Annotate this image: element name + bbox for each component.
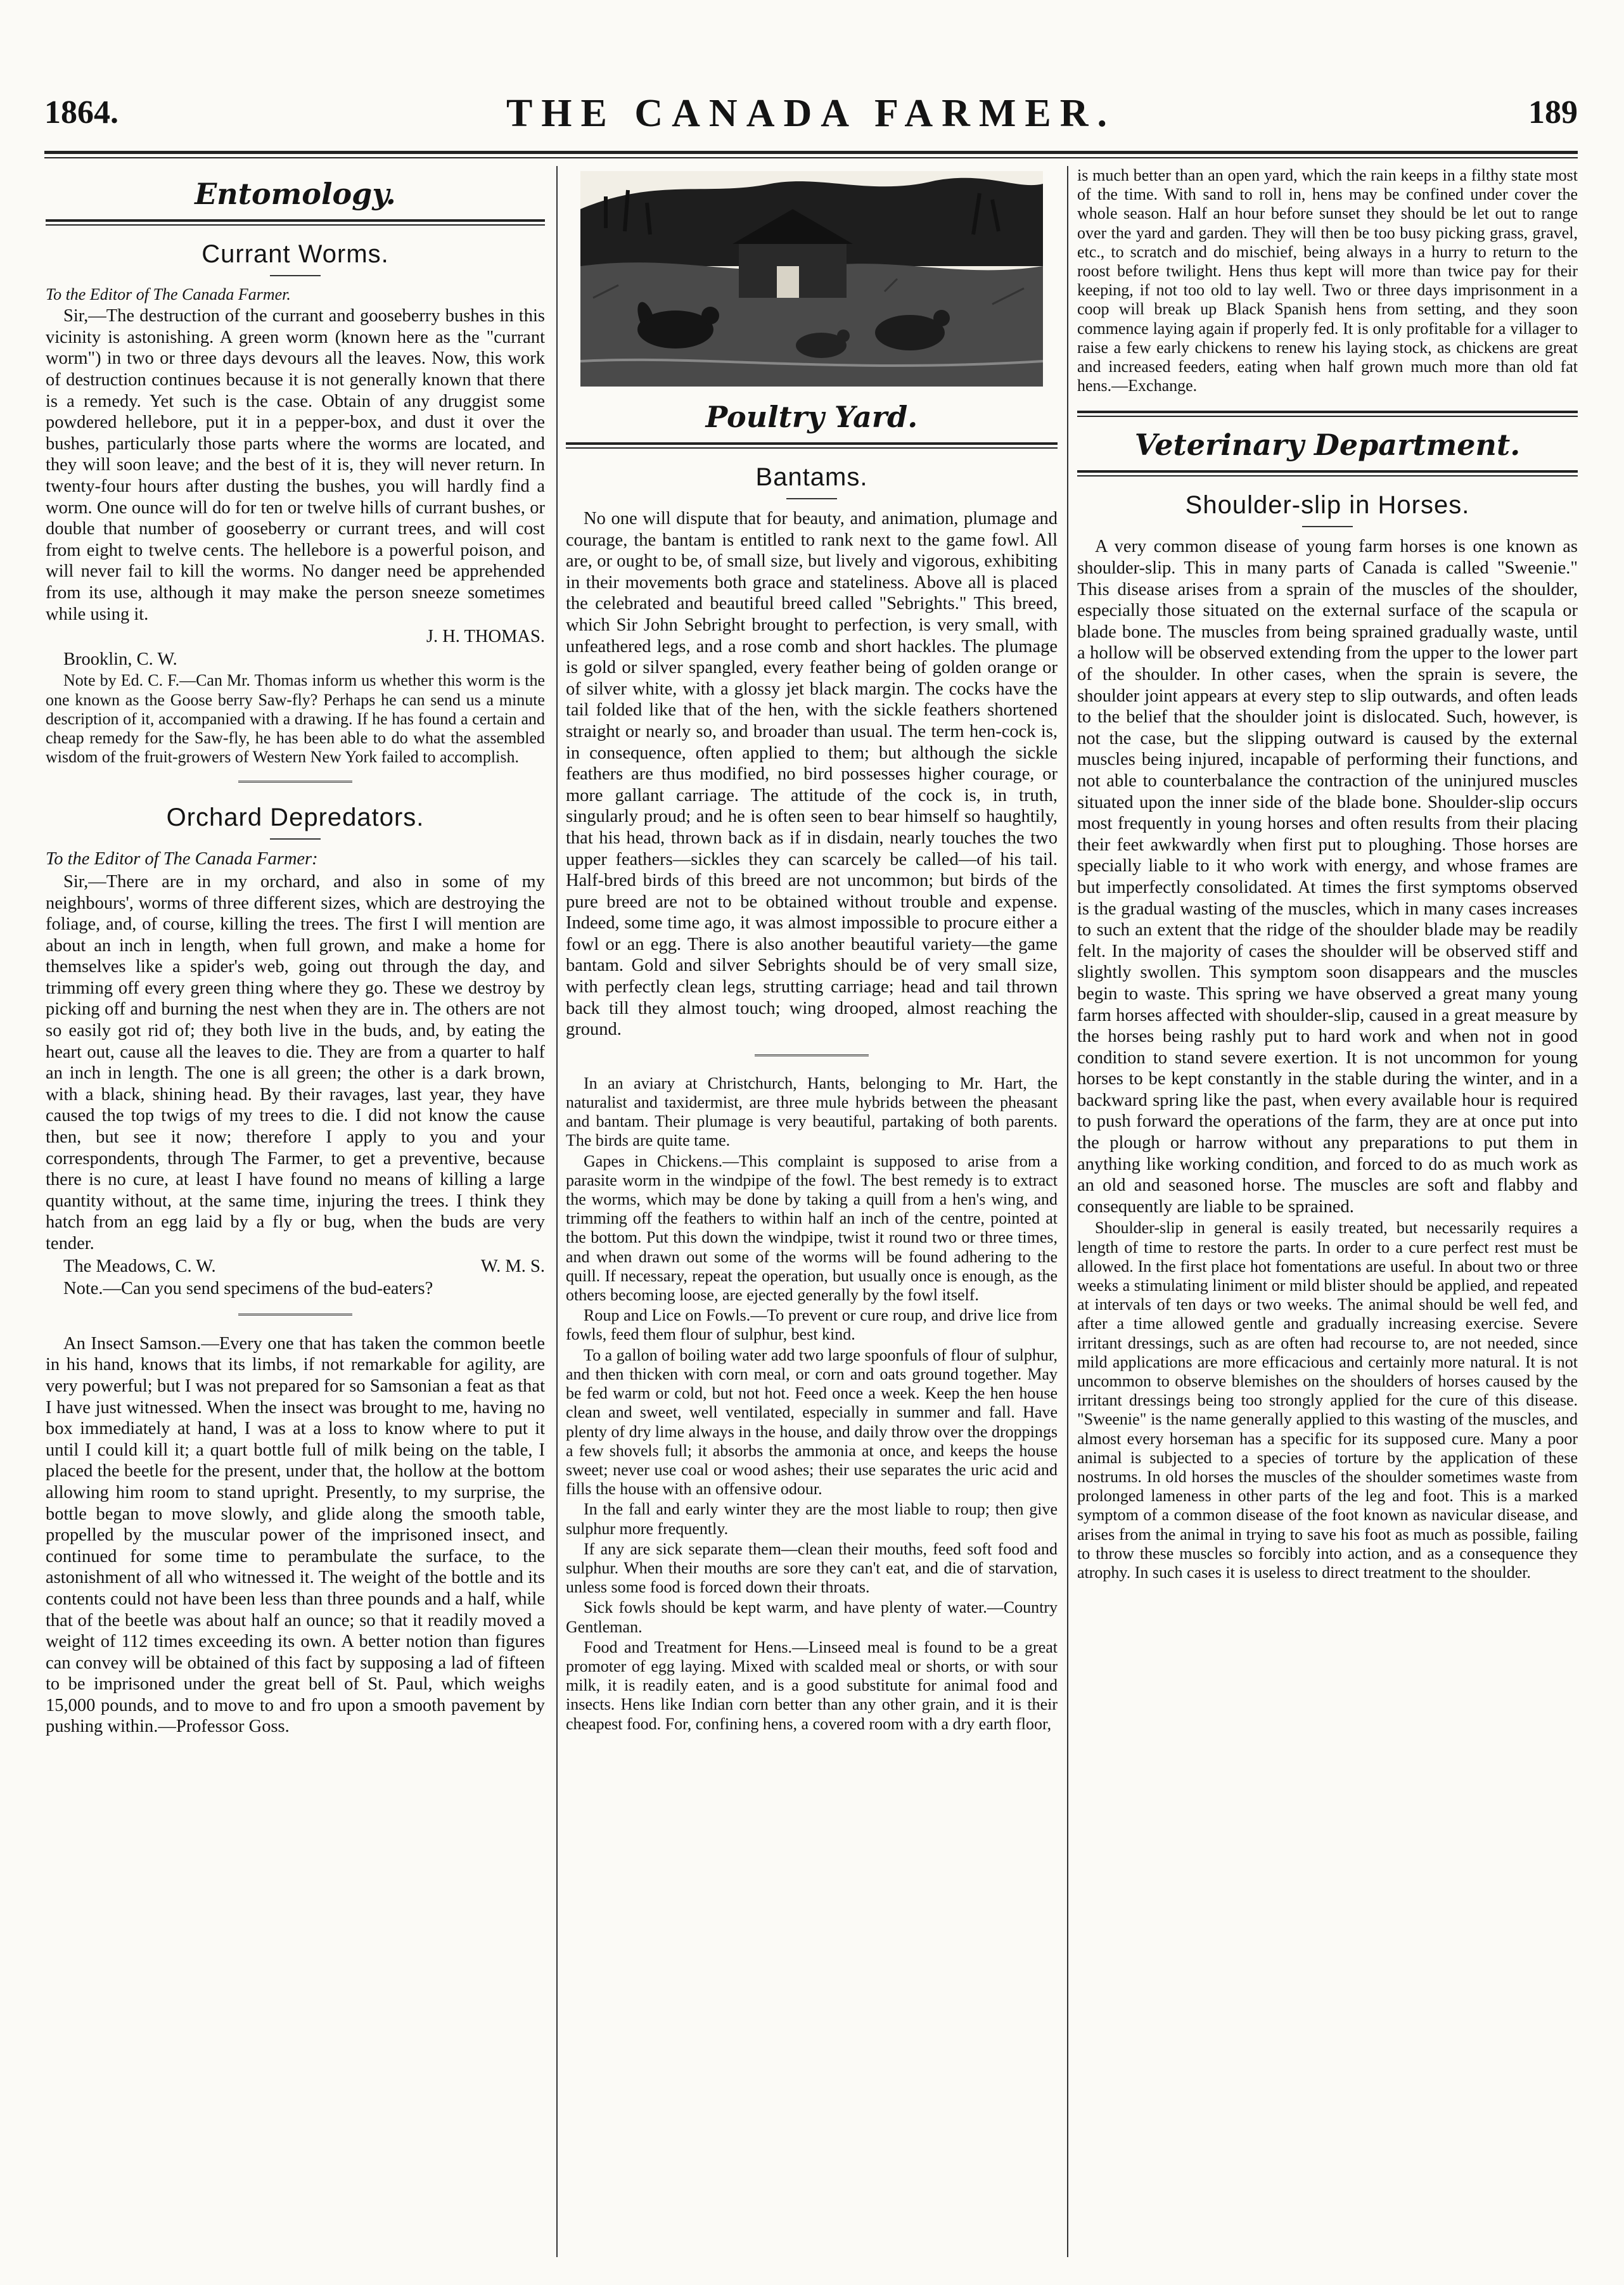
newspaper-title: THE CANADA FARMER. (506, 92, 1116, 135)
letter-place: The Meadows, C. W. (63, 1256, 216, 1276)
article-paragraph: In the fall and early winter they are the most liable to roup; then give sulphur more frequently. (566, 1500, 1058, 1538)
letter-signature: J. H. THOMAS. (426, 627, 545, 647)
article-paragraph: No one will dispute that for beauty, and animation, plumage and courage, the bantam is entitled to rank next to the game fowl. All are, or ought to be, of small size, but lively and vigorous, exhibiting in their movements both grace and stateliness. Above all is placed the celebrated and beautiful breed called "Sebrights." This breed, which Sir John Sebright brought to perfection, is very small, with unfeathered legs, and a rose comb and short hackles. The plumage is gold or silver spangled, every feather being of golden orange or of silver white, with a glossy jet black margin. The cocks have the tail folded like that of the hen, with the sickle feathers shortened straight or nearly so, and broader than usual. The term hen-cock is, in consequence, often applied to them; but although the sickle feathers are thus modified, no bird possesses higher courage, or more gallant carriage. The attitude of the cock is, in truth, singularly proud; and he is often seen to bear himself so haughtily, that his head, thrown back as if in disdain, nearly touches the two upper feathers—sickles they can scarcely be called—of his tail. Half-bred birds of this breed are not uncommon; but birds of the pure breed are not to be obtained without trouble and expense. Indeed, some time ago, it was almost impossible to procure either a fowl or an egg. There is also another beautiful variety—the game bantam. Gold and silver Sebrights should be of very small size, with perfectly clean legs, strutting carriage; head and tail thrown back till they almost touch; wing drooped, almost reaching the ground. (566, 509, 1058, 1040)
article-paragraph: Sir,—The destruction of the currant and gooseberry bushes in this vicinity is astonishing. A green worm (known here as the "currant worm") in two or three days devours all the leaves. Now, this work of destruction continues because it is not generally known that there is a remedy. Yet such is the case. Obtain of any druggist some powdered hellebore, put it in a pepper-box, and dust it over the bushes, particularly those parts where the worms are located, and they will soon leave; and the best of it is, they will never return. In twenty-four hours after dusting the bushes, you will hardly find a worm. One ounce will do for ten or twelve hills of currant bushes, or double that number of gooseberry or currant trees, and will cost from eight to twelve cents. The hellebore is a powerful poison, and will never fail to kill the worms. No danger need be apprehended from its use, although it may make the person sneeze sometimes while using it. (46, 306, 545, 624)
article-paragraph: In an aviary at Christchurch, Hants, belonging to Mr. Hart, the naturalist and taxidermist, are three mule hybrids between the pheasant and bantam. Their plumage is very beautiful, partaking of both parents. The birds are quite tame. (566, 1073, 1058, 1150)
article-paragraph: An Insect Samson.—Every one that has taken the common beetle in his hand, knows that its limbs, if not remarkable for agility, are very powerful; but I was not prepared for so Samsonian a feat as that I have just witnessed. When the insect was brought to me, having no box immediately at hand, I was at a loss to know where to put it until I could kill it; a quart bottle full of milk being on the table, I placed the beetle for the present, under that, the hollow at the bottom allowing him room to stand upright. Presently, to my surprise, the bottle began to move slowly, and glide along the smooth table, propelled by the muscular power of the imprisoned insect, and continued for some time to perambulate the surface, to the astonishment of all who witnessed it. The weight of the bottle and its contents could not have been less than three pounds and a half, while that of the beetle was about half an ounce; so that it readily moved a weight of 112 times exceeding its own. A better notion than figures can convey will be obtained of this fact by supposing a lad of fifteen to be imprisoned under the great bell of St. Paul, which weighs 15,000 pounds, and to move to and fro upon a smooth pavement by pushing within.—Professor Goss. (46, 1333, 545, 1737)
article-paragraph: A very common disease of young farm horses is one known as shoulder-slip. This in many parts of Canada is called "Sweenie." This disease arises from a sprain of the muscles of the shoulder, especially those situated on the external surface of the scapula or blade bone. The muscles from being sprained gradually waste, until a hollow will be observed extending from the upper to the lower part of the shoulder. In other cases, when the sprain is severe, the shoulder joint appears at every step to slip outwards, and often leads to the belief that the shoulder joint is dislocated. Such, however, is not the case, but the slipping outward is caused by the external muscles being injured, incapable of performing their functions, and not able to counterbalance the contraction of the uninjured muscles situated upon the inner side of the blade bone. Shoulder-slip occurs most frequently in young horses and often results from their placing their feet awkwardly when first put to ploughing. Those horses are specially liable to it who work with energy, and whose frames are but imperfectly consolidated. At times the first symptoms observed is the gradual wasting of the muscles, which in many cases increases to such an extent that the ridge of the shoulder blade may be readily felt. In the majority of cases the shoulder will be observed stiff and slightly swollen. This symptom soon disappears and the muscles begin to waste. This spring we have observed a great many young farm horses affected with shoulder-slip, caused in a great measure by the horses being rashly put to hard work and when not in good condition to stand severe exertion. It is not uncommon for young horses to be kept constantly in the stable during the winter, and in a backward spring like the past, when every available hour is required to push forward the operations of the farm, they are at once put into the plough or harrow without any preparations to put them in anything like working condition, and forced to do as much work as an old and seasoned horse. The muscles are soft and flabby and consequently are liable to be sprained. (1077, 537, 1578, 1217)
department-heading-poultry-yard: Poultry Yard. (705, 400, 918, 434)
poultry-yard-engraving (580, 171, 1043, 387)
article-title-currant-worms: Currant Worms. (201, 240, 389, 268)
letter-signature: W. M. S. (480, 1256, 545, 1276)
article-paragraph: To a gallon of boiling water add two large spoonfuls of flour of sulphur, and then thicken with corn meal, or corn and oats ground together. May be fed warm or cold, but not hot. Feed once a week. Keep the hen house clean and sweet, well ventilated, especially in summer and fall. Have plenty of dry lime always in the house, and daily throw over the droppings a few shovels full; it absorbs the ammonia at once, and keeps the house sweet; never use coal or wood ashes; their use separates the uric acid and fills the house with an offensive odour. (566, 1345, 1058, 1499)
article-paragraph: If any are sick separate them—clean their mouths, feed soft food and sulphur. When their mouths are sore they can't eat, and die of starvation, unless some food is forced down their throats. (566, 1539, 1058, 1597)
department-heading-entomology: Entomology. (195, 177, 396, 211)
letter-salutation: To the Editor of The Canada Farmer: (46, 849, 318, 869)
short-rule (270, 275, 321, 276)
article-paragraph: Sir,—There are in my orchard, and also in some of my neighbours', worms of three different sizes, which are destroying the foliage, and, of course, killing the trees. The first I will mention are about an inch in length, when full grown, and make a home for themselves like a spider's web, going out through the day, and trimming off every green thing where they go. These we destroy by picking off and burning the nest when they are in. The others are not so easily got rid of; they both live in the buds, and, by eating the heart out, cause all the leaves to die. They are from a quarter to half an inch in length. The one is all green; the other is a dark brown, with a black, shining head. By their ravages, last year, they have caused the top twigs of my trees to die. I did not know the cause then, but see it now; therefore I apply to you and your correspondents, through The Farmer, to get a preventive, because there is no cure, at least I have found no means of killing a large quantity without, at the same time, injuring the trees. I think they hatch from an egg laid by a fly or bug, when the buds are very tender. (46, 871, 545, 1253)
issue-year: 1864. (44, 94, 118, 131)
section-ornament (238, 781, 352, 786)
editor-note: Note by Ed. C. F.—Can Mr. Thomas inform us whether this worm is the one known as the Goose berry Saw-fly? Perhaps he can send us a minute description of it, accompanied with a drawing. If he has found a certain and cheap remedy for the Saw-fly, he has been able to do what the assembled wisdom of the fruit-growers of Western New York failed to accomplish. (46, 671, 545, 767)
double-rule (566, 442, 1058, 449)
editor-note: Note.—Can you send specimens of the bud-eaters? (63, 1279, 433, 1299)
article-paragraph: is much better than an open yard, which the rain keeps in a filthy state most of the time. With sand to roll in, hens may be confined under cover the whole season. Half an hour before sunset they should be let out to range over the yard and garden. They will then be too busy picking grass, gravel, etc., to scratch and do mischief, being always in a hurry to return to the roost before twilight. Hens thus kept will more than twice pay for their keeping, if not too old to lay well. Two or three days imprisonment in a coop will break up Black Spanish hens from setting, and they soon commence laying again if properly fed. It is only profitable for a villager to raise a few early chickens to renew his laying stock, as chickens are great and increased feeders, eating when half grown much more than old fat hens.—Exchange. (1077, 166, 1578, 395)
column-3 (1077, 166, 1578, 2257)
short-rule (1302, 526, 1353, 527)
article-paragraph: Sick fowls should be kept warm, and have plenty of water.—Country Gentleman. (566, 1598, 1058, 1636)
article-paragraph: Shoulder-slip in general is easily treated, but necessarily requires a length of time to restore the parts. In order to a cure perfect rest must be allowed. In the first place hot fomentations are useful. In about two or three weeks a stimulating liniment or mild blister should be applied, and repeated at intervals of ten days or two weeks. The animal should be well fed, and after a time allowed gentle and gradually increasing exercise. Severe irritant dressings, such as are often had recourse to, are not needed, since mild applications are more efficacious and certainly more natural. It is not uncommon to observe blemishes on the shoulders of horses caused by the irritant dressings being too strongly applied for the cure of this disease. "Sweenie" is the name generally applied to this wasting of the muscles, and almost every horseman has a specific for its supposed cure. Many a poor animal is subjected to a species of torture by the application of these nostrums. In old horses the muscles of the shoulder sometimes waste from prolonged lameness in other parts of the leg and foot. This is a marked symptom of a common disease of the foot known as navicular disease, and arises from the animal in trying to save his foot as much as possible, failing to throw these muscles so forcibly into action, and as a consequence they atrophy. In such cases it is useless to direct treatment to the shoulder. (1077, 1219, 1578, 1582)
double-rule (1077, 411, 1578, 417)
article-paragraph: Roup and Lice on Fowls.—To prevent or cure roup, and drive lice from fowls, feed them flour of sulphur, best kind. (566, 1306, 1058, 1344)
short-rule (270, 838, 321, 840)
engraving-illustration (580, 171, 1043, 387)
letter-place: Brooklin, C. W. (63, 649, 177, 669)
header-rule-thin (44, 157, 1578, 158)
double-rule (46, 219, 545, 226)
article-paragraph: Food and Treatment for Hens.—Linseed meal is found to be a great promoter of egg laying. Mixed with scalded meal or shorts, or with sour milk, it is readily eaten, and is a good substitute for animal food and insects. Hens like Indian corn better than any other grain, and it is their cheapest food. For, confining hens, a covered room with a dry earth floor, (566, 1637, 1058, 1733)
masthead (44, 76, 1578, 146)
article-title-shoulder-slip: Shoulder-slip in Horses. (1185, 491, 1470, 520)
double-rule (1077, 470, 1578, 477)
column-divider (1067, 166, 1068, 2257)
department-heading-veterinary: Veterinary Department. (1134, 428, 1521, 463)
article-title-bantams: Bantams. (755, 463, 868, 491)
column-divider (556, 166, 558, 2257)
article-paragraph: Gapes in Chickens.—This complaint is supposed to arise from a parasite worm in the windpipe of the fowl. The best remedy is to extract the worms, which may be done by taking a quill from a hen's wing, and trimming off the feathers to within half an inch of the centre, pointed at the bottom. Put this down the windpipe, twist it round two or three times, and when drawn out some of the worms will be found adhering to the quill. If necessary, repeat the operation, but usually once is enough, as the others becoming loose, are ejected generally by the fowl itself. (566, 1151, 1058, 1305)
column-1 (46, 166, 545, 2257)
letter-salutation: To the Editor of The Canada Farmer. (46, 285, 291, 304)
article-title-orchard-depredators: Orchard Depredators. (166, 803, 425, 832)
letter-place-signature (46, 1256, 545, 1277)
header-rule (44, 151, 1578, 154)
column-2 (566, 166, 1058, 2257)
section-ornament (755, 1054, 869, 1060)
page-number: 189 (1528, 94, 1578, 131)
section-ornament (238, 1314, 352, 1319)
short-rule (786, 498, 837, 499)
